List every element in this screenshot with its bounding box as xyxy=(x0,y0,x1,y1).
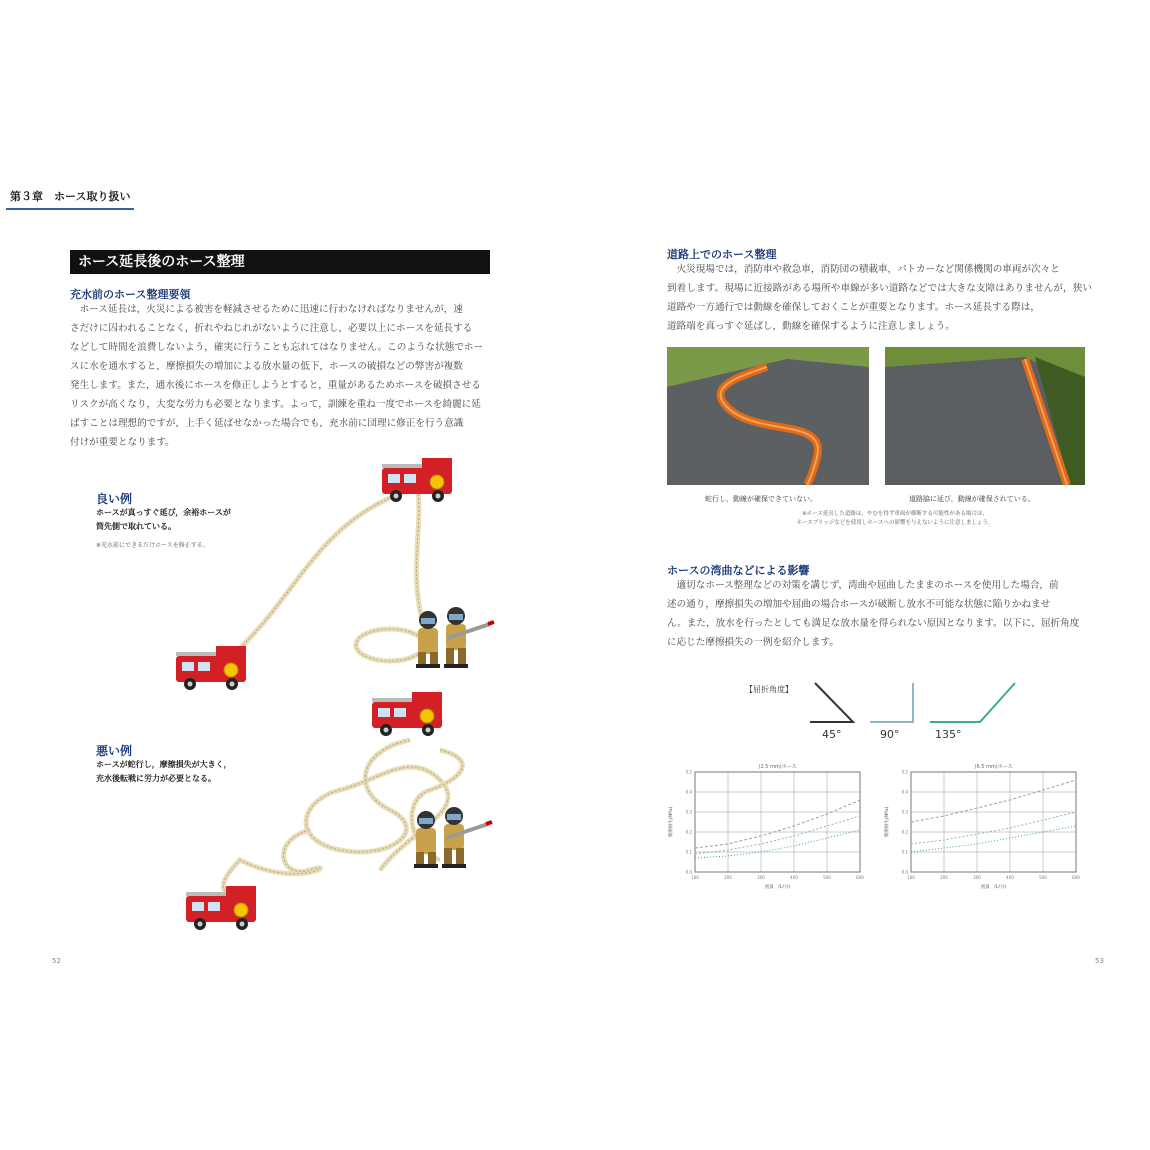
good-example-title: 良い例 xyxy=(96,492,133,506)
chart-title: (6.5 mm)ホース xyxy=(974,764,1013,770)
paragraph-line: リスクが高くなり，大変な労力も必要となります。よって，訓練を重ね一度でホースを綺麗に延 xyxy=(70,399,481,410)
series-line xyxy=(911,812,1076,844)
photo1-caption: 蛇行し，動線が確保できていない。 xyxy=(705,495,817,503)
x-tick-label: 200 xyxy=(940,875,948,880)
paragraph-line: などして時間を浪費しないよう，確実に行うことも忘れてはなりません。このような状態でホー xyxy=(70,342,484,353)
angle-label: 【屈折角度】 xyxy=(745,685,793,694)
y-tick-label: 0.4 xyxy=(901,789,908,795)
paragraph-line: 述の通り，摩擦損失の増加や屈曲の場合ホースが破断し放水不可能な状態に陥りかねませ xyxy=(667,599,1051,610)
paragraph-line: ホース延長は，火災による被害を軽減させるために迅速に行わなければなりませんが，速 xyxy=(70,304,463,315)
fire-truck-icon xyxy=(186,886,256,930)
photo-winding-hose xyxy=(667,347,869,485)
y-tick-label: 0.3 xyxy=(685,809,692,815)
section-title: ホース延長後のホース整理 xyxy=(70,250,490,274)
y-tick-label: 0.1 xyxy=(901,849,908,855)
series-line xyxy=(911,826,1076,852)
y-tick-label: 0.5 xyxy=(685,769,692,775)
paragraph-line: ばすことは理想的ですが，上手く延ばせなかった場合でも，充水前に団理に修正を行う意識 xyxy=(70,418,464,429)
paragraph-line: 道路端を真っすぐ延ばし，動線を確保するように注意しましょう。 xyxy=(667,321,955,332)
y-tick-label: 0.2 xyxy=(901,829,908,835)
friction-chart-1 xyxy=(667,760,872,895)
angle-90-label: 90° xyxy=(880,728,900,741)
angle-diagram xyxy=(805,675,1055,730)
y-tick-label: 0.1 xyxy=(685,849,692,855)
series-line xyxy=(911,780,1076,822)
section2-heading: ホースの湾曲などによる影響 xyxy=(667,564,810,577)
paragraph-line: ん。また，放水を行ったとしても満足な放水量を得られない原因となります。以下に，屈折角度 xyxy=(667,618,1080,629)
section2-paragraph xyxy=(667,576,1092,652)
paragraph-line: 到着します。現場に近接路がある場所や車線が多い道路などでは大きな支障はありませんが，狭い道路や一方通行では動線を確保しておくことが重要となります。ホース延長する際は， xyxy=(667,283,1092,313)
y-tick-label: 0.3 xyxy=(901,809,908,815)
paragraph-line: 付けが重要となります。 xyxy=(70,437,175,448)
x-tick-label: 300 xyxy=(757,875,765,880)
angle-135-icon xyxy=(930,683,1015,722)
x-tick-label: 400 xyxy=(1006,875,1014,880)
angle-45-icon xyxy=(810,683,853,722)
firefighters-icon xyxy=(414,807,492,868)
hose-illustration xyxy=(160,450,520,940)
good-example-note: ※充水前にできるだけホースを修正する。 xyxy=(96,542,209,549)
page-number-right: 53 xyxy=(1095,957,1104,965)
chapter-underline xyxy=(6,208,134,210)
plot-frame xyxy=(911,772,1076,872)
photo-note xyxy=(695,510,1095,528)
angle-90-icon xyxy=(870,683,913,722)
good-desc-line: 筒先側で取れている。 xyxy=(96,522,176,531)
good-desc-line: ホースが真っすぐ延び，余裕ホースが xyxy=(96,508,231,517)
chart-title: (2.5 mm)ホース xyxy=(758,764,797,770)
note-line: ホースブリッジなどを使用しホースへの影響を与えないように注意しましょう。 xyxy=(796,520,994,526)
paragraph-line: 発生します。また，通水後にホースを修正しようとすると，重量があるためホースを破損させる xyxy=(70,380,481,391)
firefighters-icon xyxy=(416,607,494,668)
x-axis-label: 流量 (L/分) xyxy=(764,885,791,890)
section1-heading: 道路上でのホース整理 xyxy=(667,248,777,261)
x-tick-label: 500 xyxy=(823,875,831,880)
angle-45-label: 45° xyxy=(822,728,842,741)
y-axis-label: 摩擦損失(MPa) xyxy=(669,806,674,838)
series-line xyxy=(695,800,860,848)
paragraph-line: さだけに囚われることなく，折れやねじれがないように注意し，必要以上にホースを延長する xyxy=(70,323,473,334)
y-tick-label: 0.0 xyxy=(685,869,692,875)
y-tick-label: 0.5 xyxy=(901,769,908,775)
photo-straight-hose xyxy=(885,347,1085,485)
good-hose xyxy=(240,490,424,661)
x-tick-label: 100 xyxy=(907,875,915,880)
fire-truck-icon xyxy=(176,646,246,690)
angle-135-label: 135° xyxy=(935,728,962,741)
y-tick-label: 0.0 xyxy=(901,869,908,875)
x-tick-label: 600 xyxy=(1072,875,1080,880)
paragraph-line: スに水を通水すると，摩擦損失の増加による放水量の低下，ホースの破損などの弊害が複数 xyxy=(70,361,463,372)
paragraph-line: 火災現場では，消防車や救急車，消防団の積載車，パトカーなど関係機関の車両が次々と xyxy=(667,264,1060,275)
intro-paragraph xyxy=(70,300,495,452)
photo2-caption: 道路脇に延び，動線が確保されている。 xyxy=(909,495,1035,503)
x-tick-label: 100 xyxy=(691,875,699,880)
page-number-left: 52 xyxy=(52,957,61,965)
bad-example-title: 悪い例 xyxy=(96,744,133,758)
x-tick-label: 200 xyxy=(724,875,732,880)
series-line xyxy=(695,830,860,858)
note-line: ※ホース延長した道路は，やむを得ず車両が横断する可能性がある場合は， xyxy=(802,511,988,517)
bad-desc-line: ホースが蛇行し，摩擦損失が大きく， xyxy=(96,760,232,769)
x-tick-label: 300 xyxy=(973,875,981,880)
section1-paragraph xyxy=(667,260,1092,336)
friction-chart-2 xyxy=(883,760,1088,895)
y-tick-label: 0.2 xyxy=(685,829,692,835)
chapter-label: 第３章 ホース取り扱い xyxy=(10,190,131,203)
y-axis-label: 摩擦損失(MPa) xyxy=(885,806,890,838)
bad-desc-line: 充水後転戦に労力が必要となる。 xyxy=(96,774,216,783)
right-page xyxy=(575,0,1150,1150)
paragraph-line: 適切なホース整理などの対策を講じず，湾曲や屈曲したままのホースを使用した場合，前 xyxy=(667,580,1059,591)
paragraph-line: に応じた摩擦損失の一例を紹介します。 xyxy=(667,637,839,648)
x-axis-label: 流量 (L/分) xyxy=(980,885,1007,890)
y-tick-label: 0.4 xyxy=(685,789,692,795)
x-tick-label: 600 xyxy=(856,875,864,880)
fire-truck-icon xyxy=(372,692,442,736)
series-line xyxy=(695,816,860,854)
x-tick-label: 500 xyxy=(1039,875,1047,880)
subheading: 充水前のホース整理要領 xyxy=(70,288,191,301)
x-tick-label: 400 xyxy=(790,875,798,880)
